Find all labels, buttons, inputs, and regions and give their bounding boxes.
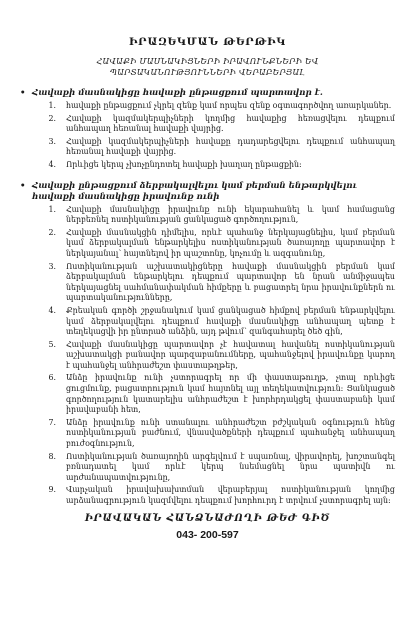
list-item-text: Հավաքի մասնակիցը իրավունք ունի եկարահանել և կամ համացանց ներբեռնել ոստիկանության ցանկացած գործողություն, [66,204,395,225]
list-item-number: 2. [48,227,56,237]
list-item [14,262,401,304]
list-item-text: Անձը իրավունք ունի ստանալու անհրաժեշտ բժշկական օգնություն հենց ոստիկանության բաժնում, վնասվածքների դեպքում պահանջել անհապաղ բուժօգնություն, [66,417,395,449]
section-heading-text: Հավաքի մասնակիցը հավաքի ընթացքում պարտավոր է. [32,88,323,98]
section-heading-text: Հավաքի ընթացքում ձերբակալվելու կամ բերման ենթարկվելու հավաքի մասնակիցը իրավունք ունի [32,180,357,202]
list-item-text: հավաքի ընթացքում չկրել զենք կամ որպես զենք օգտագործվող առարկաներ. [66,101,392,110]
section-1 [14,88,401,171]
list-item-number: 2. [48,113,56,123]
list-item-text: Հավաքի կազմակերպիչների հավաքը դադարեցվելու դեպքում անհապաղ հեռանալ հավաքի վայրից. [66,136,395,157]
list-item [14,228,401,260]
list-item [14,340,401,372]
section-2 [14,181,401,507]
list-item [14,137,401,158]
list-item-number: 6. [48,373,56,383]
list-item-text: Հավաքի մասնակցին դիմելիս, որևէ պահանջ ներկայացնելիս, կամ բերման կամ ձերբակալման ենթարկելիս ոստիկանության ծառայողը պարտավոր է ներկայանալ՝ հայտնելով իր պաշտոնը, կոչումը և ազգանունը, [66,227,395,258]
list-item-number: 1. [48,101,56,110]
list-item [14,452,401,484]
footer-organization: ԻՐԱՎԱԿԱՆ ՀԱՆՁՆԱԺՈՂԻ ԹԵԺ ԳԻԾ [84,512,331,524]
list-item [14,373,401,415]
sections-container [14,88,401,507]
list-item [14,160,401,171]
list-item-number: 9. [48,485,56,495]
list-item [14,114,401,135]
section-heading [14,181,401,203]
list-item-number: 3. [48,261,56,271]
list-item-text: Հավաքի կազմակերպիչների կողմից հավաքից հեռացվելու դեպքում անհապաղ հեռանալ հավաքի վայրից. [66,113,395,134]
list-item-number: 5. [48,339,56,349]
list-item [14,485,401,506]
numbered-list [14,205,401,507]
list-item-number: 8. [48,451,56,461]
list-item-text: Հավաքի մասնակիցը պարտավոր չէ հավատալ հավանել ոստիկանության աշխատակցի բանավոր պարզաբանումները, պահանջելով իրավունքը կարող է պահանջել անհրաժեշտ փաստաթղթեր, [66,339,395,370]
page-subtitle: ՀԱՎԱՔԻ ՄԱՍՆԱԿԻՑՆԵՐԻ ԻՐԱՎՈՒՆՔՆԵՐԻ ԵՎ ՊԱՐՏԱԿԱՆՈՒԹՅՈՒՆՆԵՐԻ ՎԵՐԱԲԵՐՅԱԼ [96,56,319,77]
list-item-text: Քրեական գործի շրջանակում կամ ցանկացած հիմքով բերման ենթարկվելու կամ ձերբակալվելու դեպքում հավաքի մասնակիցը անհապաղ պետք է տեղեկացվի իր ընտրած անձին, այդ թվում՝ զանգահարել ծեծ գին, [66,305,395,337]
list-item-number: 1. [48,204,56,214]
bullet-icon: • [20,88,26,98]
list-item [14,101,401,112]
list-item-number: 3. [48,136,56,146]
list-item-number: 7. [48,417,56,427]
list-item-text: Որևիցե կերպ չխոչընդոտել հավաքի խաղաղ ընթացքին: [66,159,302,169]
section-heading [14,88,401,99]
list-item-text: Ոստիկանության աշխատակիցները հավաքի մասնակցին բերման կամ ձերբակալման ենթարկելու դեպքում պարտավոր են նրան անմիջապես ներկայացնել սահմանափակման հիմքերը և բացատրել նրա իրավունքներն ու պարտականությունները, [66,261,395,303]
list-item-text: Անձը իրավունք ունի չստորագրել որ մի փաստաթուղթ, չտալ որևիցե ցուցմունք, բացատրություն կամ հայտնել այլ տեղեկատվություն: Ցանկացած գործողություն կատարելիս անհրաժեշտ է խորհրդակցել փաստաբանի կամ իրավաբանի հետ, [66,373,395,415]
list-item-text: Վարչական իրավախախտման վերաբերյալ ոստիկանության կողմից արձանագրություն կազմվելու դեպքում խորհուրդ է տրվում չստորագրել այն: [66,485,395,505]
bullet-icon: • [20,180,26,191]
numbered-list [14,101,401,171]
list-item-text: Ոստիկանության ծառայողին արգելվում է սպառնալ, վիրավորել, խոշտանգել բռնադատել կամ որևէ կերպ նսեմացնել նրա պատիվն ու արժանապատվությունը, [66,451,395,482]
list-item [14,306,401,338]
list-item-number: 4. [48,305,56,315]
list-item-number: 4. [48,159,56,169]
page-title: ԻՐԱԶԵԿՄԱՆ ԹԵՐԹԻԿ [128,36,287,48]
list-item [14,205,401,226]
hotline-phone[interactable]: 043- 200-597 [176,528,239,541]
list-item [14,418,401,450]
